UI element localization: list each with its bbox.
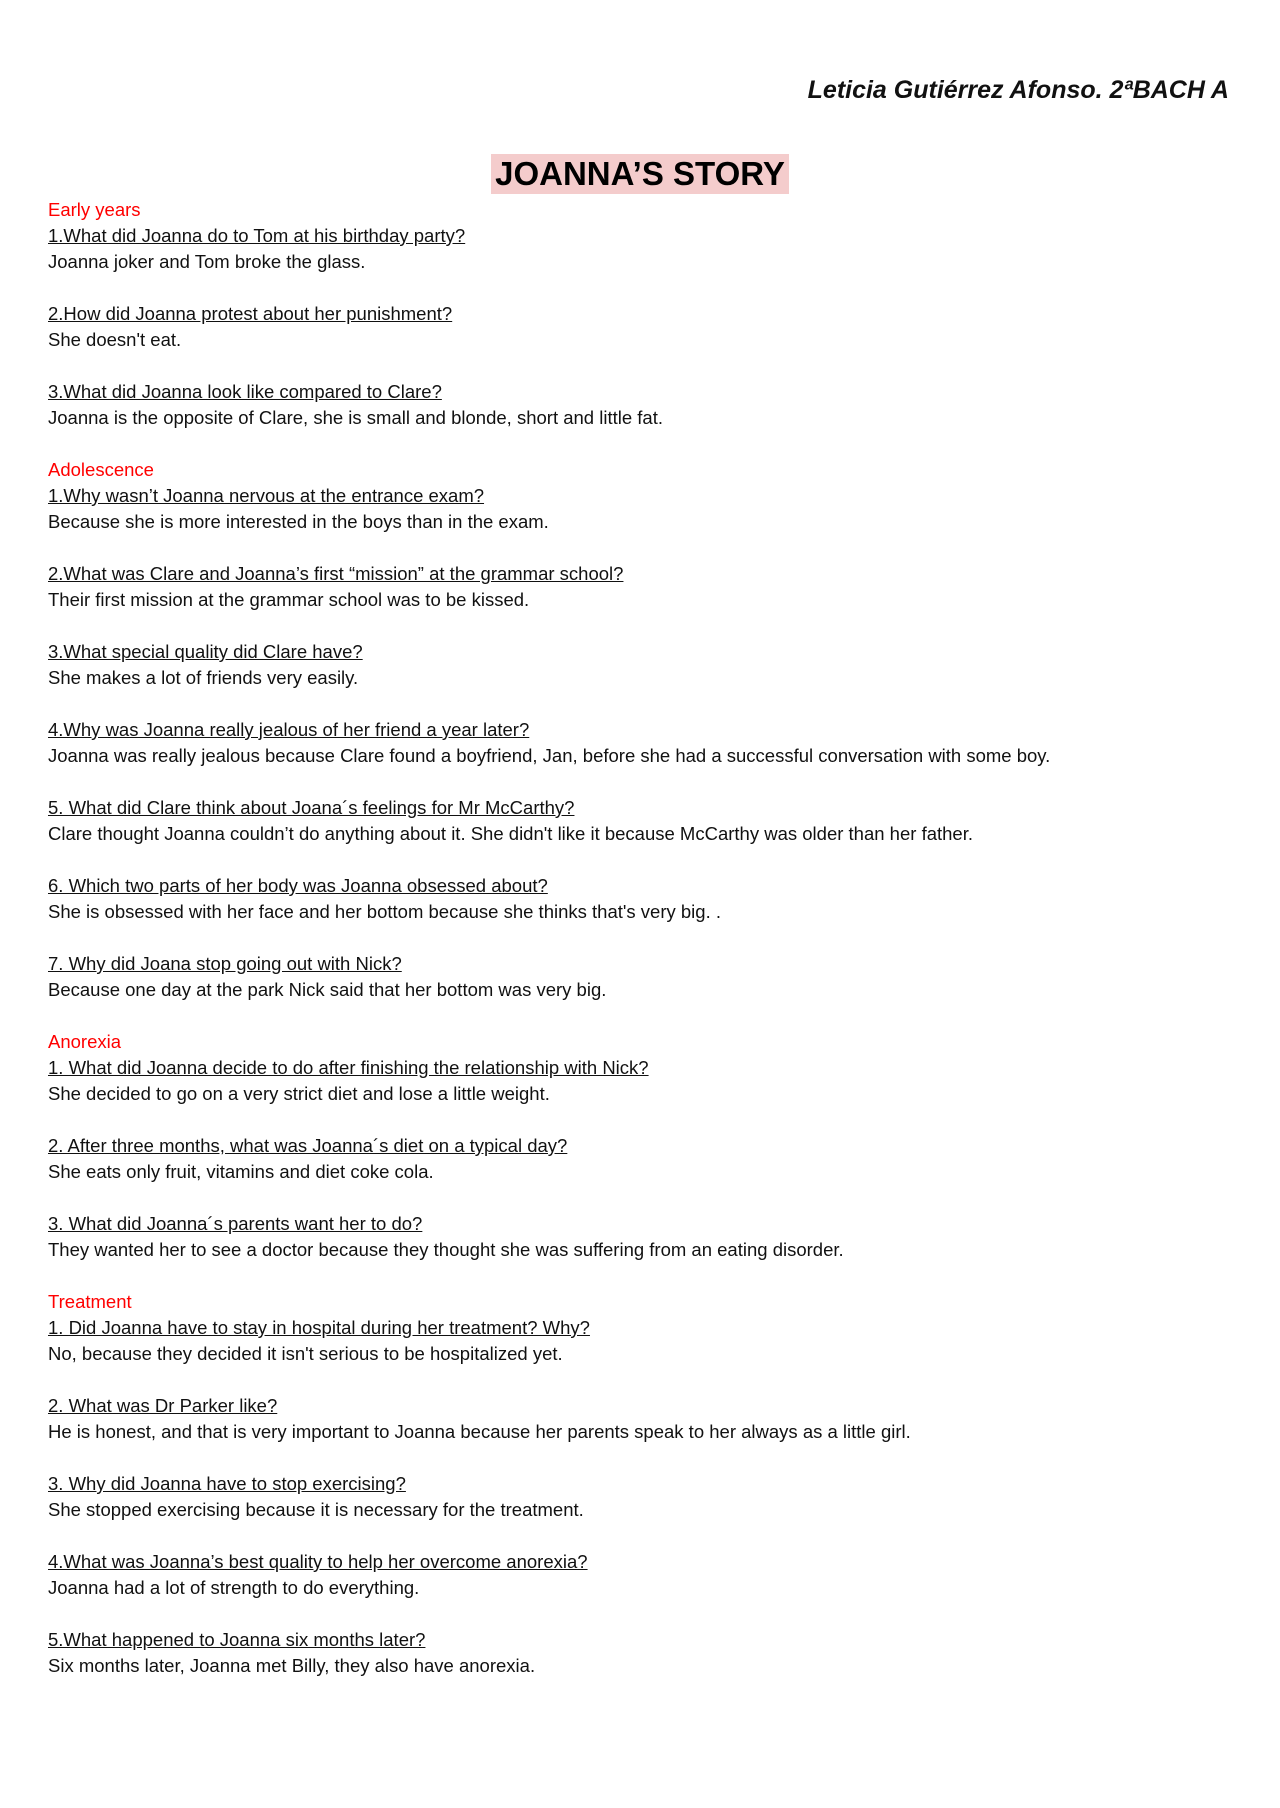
- answer: She stopped exercising because it is necessary for the treatment.: [48, 1499, 584, 1520]
- answer: Joanna was really jealous because Clare found a boyfriend, Jan, before she had a successful conversation with some boy.: [48, 745, 1051, 766]
- answer: She decided to go on a very strict diet and lose a little weight.: [48, 1083, 550, 1104]
- answer: Joanna joker and Tom broke the glass.: [48, 251, 366, 272]
- question: 7. Why did Joana stop going out with Nick?: [48, 953, 402, 974]
- answer: They wanted her to see a doctor because they thought she was suffering from an eating disorder.: [48, 1239, 844, 1260]
- question: 1.Why wasn’t Joanna nervous at the entrance exam?: [48, 485, 485, 506]
- answer: Joanna is the opposite of Clare, she is small and blonde, short and little fat.: [48, 407, 663, 428]
- question: 3.What special quality did Clare have?: [48, 641, 363, 662]
- qa-item: [48, 1471, 1228, 1523]
- answer: She doesn't eat.: [48, 329, 182, 350]
- question: 1. Did Joanna have to stay in hospital during her treatment? Why?: [48, 1317, 590, 1338]
- question: 2. After three months, what was Joanna´s diet on a typical day?: [48, 1135, 568, 1156]
- section-early-years: [48, 197, 1228, 431]
- qa-item: [48, 1211, 1228, 1263]
- section-treatment: [48, 1289, 1228, 1679]
- section-title: Treatment: [48, 1291, 132, 1312]
- document-title: JOANNA’S STORY: [491, 154, 789, 194]
- qa-item: [48, 1055, 1228, 1107]
- question: 4.What was Joanna’s best quality to help her overcome anorexia?: [48, 1551, 588, 1572]
- qa-item: [48, 1549, 1228, 1601]
- section-anorexia: [48, 1029, 1228, 1263]
- section-title: Early years: [48, 199, 141, 220]
- question: 2.How did Joanna protest about her punishment?: [48, 303, 453, 324]
- qa-item: [48, 639, 1228, 691]
- answer: She is obsessed with her face and her bottom because she thinks that's very big. .: [48, 901, 721, 922]
- qa-item: [48, 223, 1228, 275]
- question: 3.What did Joanna look like compared to Clare?: [48, 381, 442, 402]
- question: 1.What did Joanna do to Tom at his birthday party?: [48, 225, 466, 246]
- answer: Six months later, Joanna met Billy, they also have anorexia.: [48, 1655, 536, 1676]
- question: 2.What was Clare and Joanna’s first “mission” at the grammar school?: [48, 563, 624, 584]
- answer: Because one day at the park Nick said that her bottom was very big.: [48, 979, 607, 1000]
- question: 5.What happened to Joanna six months later?: [48, 1629, 426, 1650]
- qa-item: [48, 1627, 1228, 1679]
- question: 3. Why did Joanna have to stop exercising?: [48, 1473, 406, 1494]
- answer: Joanna had a lot of strength to do everything.: [48, 1577, 420, 1598]
- answer: No, because they decided it isn't serious to be hospitalized yet.: [48, 1343, 563, 1364]
- title-container: [0, 154, 1280, 194]
- question: 2. What was Dr Parker like?: [48, 1395, 278, 1416]
- section-adolescence: [48, 457, 1228, 1003]
- document-body: [48, 197, 1228, 1679]
- author-line: Leticia Gutiérrez Afonso. 2ªBACH A: [807, 76, 1229, 104]
- qa-item: [48, 379, 1228, 431]
- qa-item: [48, 561, 1228, 613]
- qa-item: [48, 1393, 1228, 1445]
- answer: Their first mission at the grammar school was to be kissed.: [48, 589, 530, 610]
- qa-item: [48, 483, 1228, 535]
- qa-item: [48, 951, 1228, 1003]
- qa-item: [48, 301, 1228, 353]
- question: 6. Which two parts of her body was Joanna obsessed about?: [48, 875, 548, 896]
- question: 5. What did Clare think about Joana´s feelings for Mr McCarthy?: [48, 797, 575, 818]
- qa-item: [48, 795, 1228, 847]
- answer: She eats only fruit, vitamins and diet coke cola.: [48, 1161, 434, 1182]
- answer: He is honest, and that is very important to Joanna because her parents speak to her always as a little girl.: [48, 1421, 911, 1442]
- question: 4.Why was Joanna really jealous of her friend a year later?: [48, 719, 530, 740]
- question: 1. What did Joanna decide to do after finishing the relationship with Nick?: [48, 1057, 649, 1078]
- qa-item: [48, 1133, 1228, 1185]
- answer: Clare thought Joanna couldn’t do anything about it. She didn't like it because McCarthy was older than her father.: [48, 823, 973, 844]
- qa-item: [48, 1315, 1228, 1367]
- section-title: Anorexia: [48, 1031, 122, 1052]
- question: 3. What did Joanna´s parents want her to do?: [48, 1213, 423, 1234]
- answer: Because she is more interested in the boys than in the exam.: [48, 511, 549, 532]
- answer: She makes a lot of friends very easily.: [48, 667, 359, 688]
- qa-item: [48, 717, 1228, 769]
- qa-item: [48, 873, 1228, 925]
- section-title: Adolescence: [48, 459, 154, 480]
